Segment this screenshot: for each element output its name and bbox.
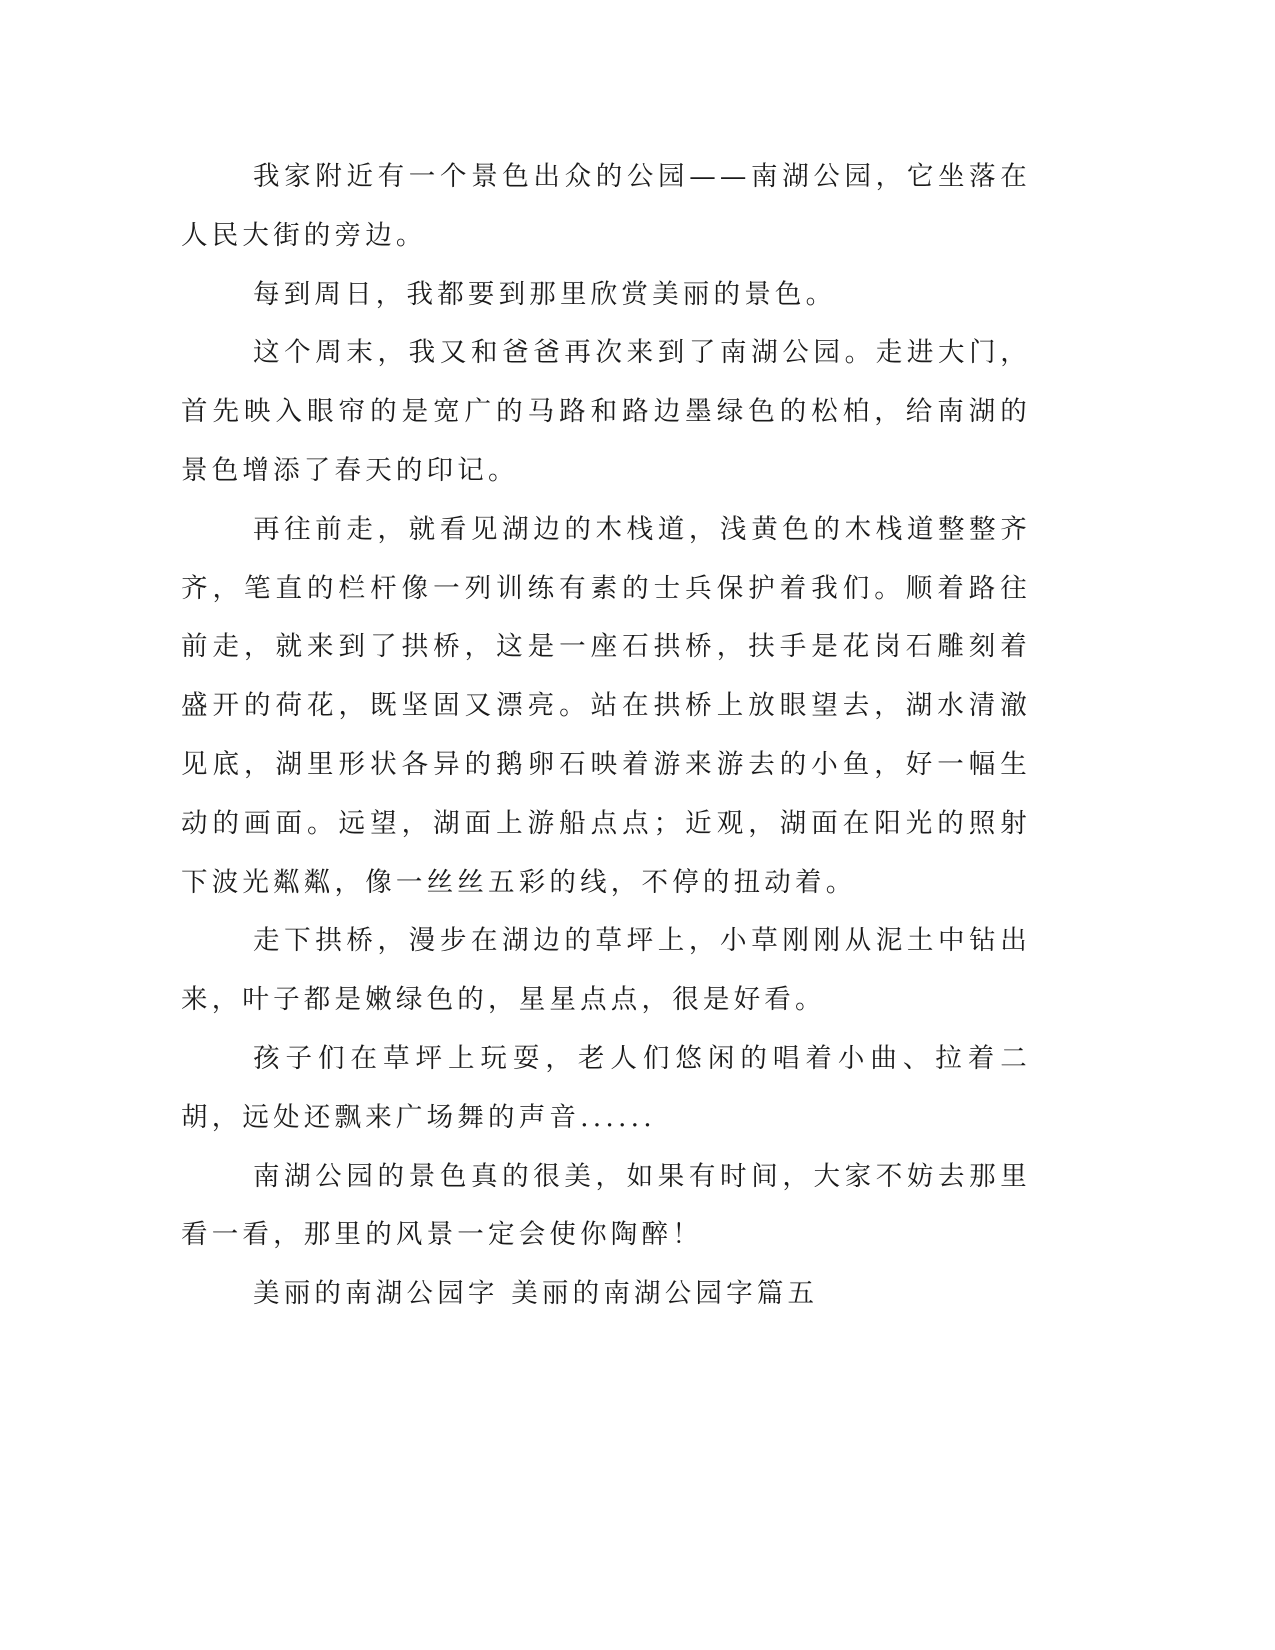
paragraph-lawn: 走下拱桥，漫步在湖边的草坪上，小草刚刚从泥土中钻出来，叶子都是嫩绿色的，星星点点，很是好看。	[181, 925, 1031, 1016]
paragraph-bridge: 再往前走，就看见湖边的木栈道，浅黄色的木栈道整整齐齐，笔直的栏杆像一列训练有素的士兵保护着我们。顺着路往前走，就来到了拱桥，这是一座石拱桥，扶手是花岗石雕刻着盛开的荷花，既坚固又漂亮。站在拱桥上放眼望去，湖水清澈见底，湖里形状各异的鹅卵石映着游来游去的小鱼，好一幅生动的画面。远望，湖面上游船点点；近观，湖面在阳光的照射下波光粼粼，像一丝丝五彩的线，不停的扭动着。	[181, 513, 1031, 898]
document-body	[181, 148, 1031, 1324]
paragraph-sunday: 每到周日，我都要到那里欣赏美丽的景色。	[253, 278, 837, 310]
paragraph-entrance: 这个周末，我又和爸爸再次来到了南湖公园。走进大门，首先映入眼帘的是宽广的马路和路边墨绿色的松柏，给南湖的景色增添了春天的印记。	[181, 337, 1031, 486]
paragraph-people: 孩子们在草坪上玩耍，老人们悠闲的唱着小曲、拉着二胡，远处还飘来广场舞的声音......	[181, 1042, 1031, 1133]
paragraph-conclusion: 南湖公园的景色真的很美，如果有时间，大家不妨去那里看一看，那里的风景一定会使你陶醉！	[181, 1160, 1031, 1251]
paragraph-intro: 我家附近有一个景色出众的公园——南湖公园，它坐落在人民大街的旁边。	[181, 161, 1031, 251]
section-heading: 美丽的南湖公园字 美丽的南湖公园字篇五	[253, 1278, 819, 1310]
